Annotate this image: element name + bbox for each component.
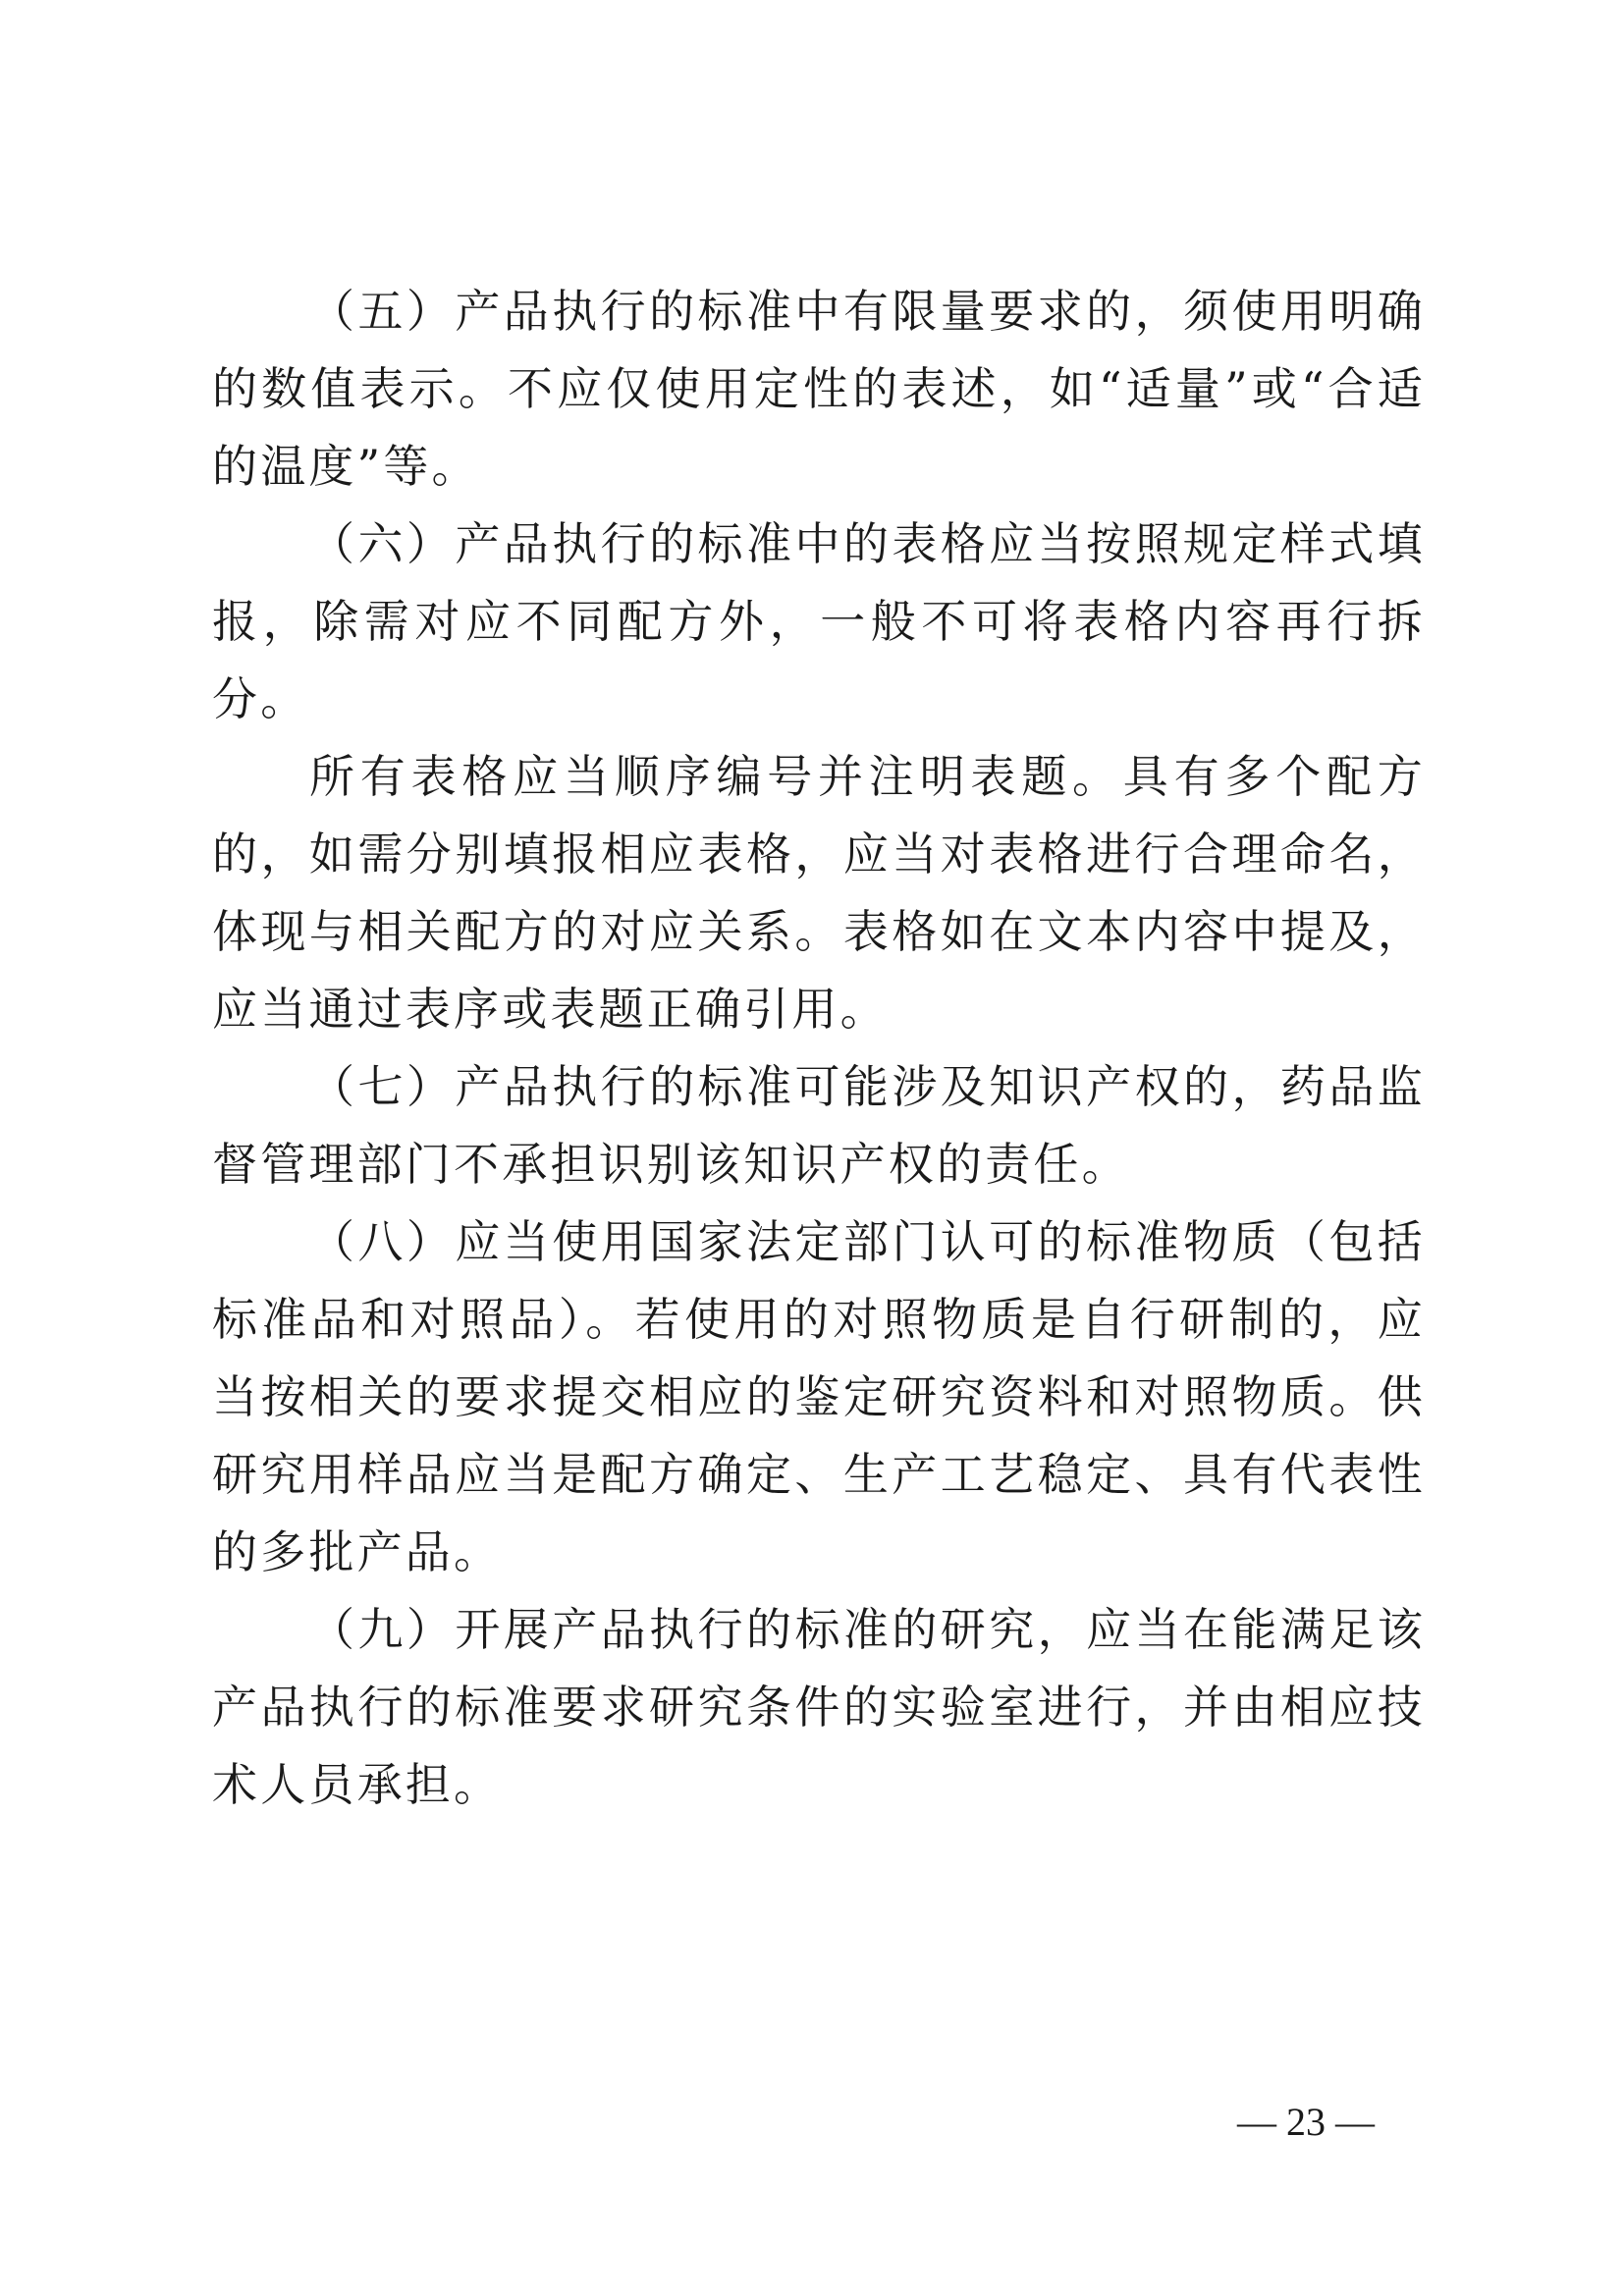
paragraph-table-numbering: 所有表格应当顺序编号并注明表题。具有多个配方的，如需分别填报相应表格，应当对表格进行合理命名，体现与相关配方的对应关系。表格如在文本内容中提及，应当通过表序或表题正确引用。 [212, 750, 1426, 1036]
paragraph-item-8: （八）应当使用国家法定部门认可的标准物质（包括标准品和对照品）。若使用的对照物质是自行研制的，应当按相关的要求提交相应的鉴定研究资料和对照物质。供研究用样品应当是配方确定、生产工艺稳定、具有代表性的多批产品。 [212, 1215, 1426, 1578]
document-body [212, 273, 1426, 1824]
paragraph-item-5: （五）产品执行的标准中有限量要求的，须使用明确的数值表示。不应仅使用定性的表述，如“适量”或“合适的温度”等。 [212, 285, 1426, 493]
page-number: — 23 — [1237, 2100, 1375, 2144]
paragraph-item-7: （七）产品执行的标准可能涉及知识产权的，药品监督管理部门不承担识别该知识产权的责任。 [212, 1060, 1426, 1191]
paragraph-item-9: （九）开展产品执行的标准的研究，应当在能满足该产品执行的标准要求研究条件的实验室进行，并由相应技术人员承担。 [212, 1603, 1426, 1811]
paragraph-item-6: （六）产品执行的标准中的表格应当按照规定样式填报，除需对应不同配方外，一般不可将表格内容再行拆分。 [212, 517, 1426, 725]
